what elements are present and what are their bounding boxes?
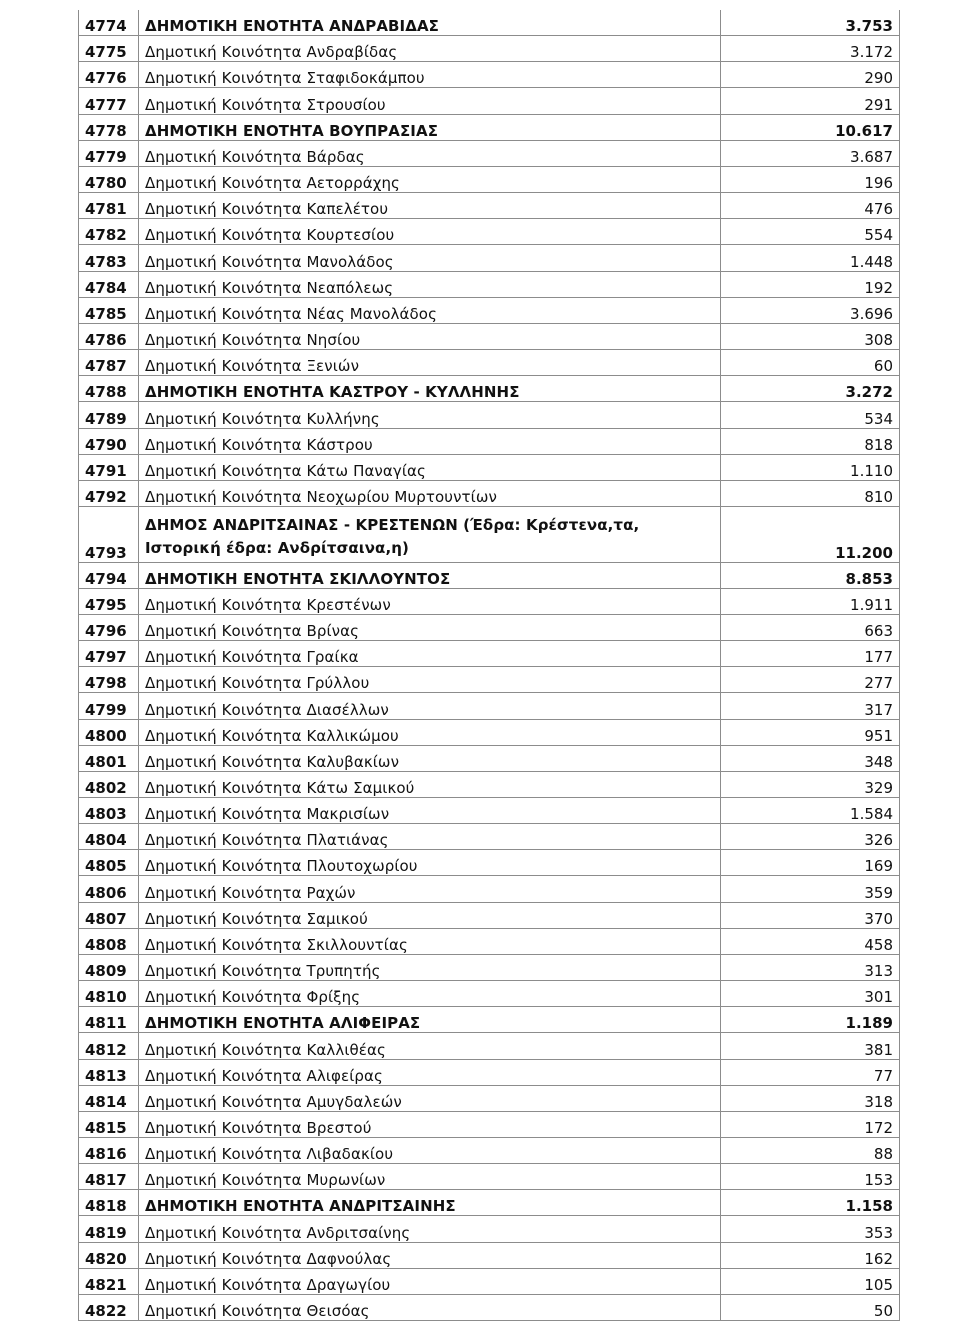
population-table <box>78 10 900 1321</box>
table-row-heading <box>79 1007 900 1033</box>
row-population-cell: 663 <box>721 614 900 640</box>
table-row <box>79 245 900 271</box>
row-id-cell: 4785 <box>79 297 139 323</box>
table-row <box>79 36 900 62</box>
row-id-cell: 4809 <box>79 954 139 980</box>
table-row <box>79 1268 900 1294</box>
row-population-cell: 951 <box>721 719 900 745</box>
row-name-cell: Δημοτική Κοινότητα Βρίνας <box>139 614 721 640</box>
row-population-cell: 3.272 <box>721 376 900 402</box>
row-id-cell: 4775 <box>79 36 139 62</box>
row-name-cell: Δημοτική Κοινότητα Πλουτοχωρίου <box>139 850 721 876</box>
row-population-cell: 3.687 <box>721 140 900 166</box>
row-population-cell: 105 <box>721 1268 900 1294</box>
row-name-cell: Δημοτική Κοινότητα Σκιλλουντίας <box>139 928 721 954</box>
row-id-cell: 4805 <box>79 850 139 876</box>
table-row <box>79 719 900 745</box>
row-population-cell: 1.158 <box>721 1190 900 1216</box>
row-id-cell: 4822 <box>79 1294 139 1320</box>
population-table-body <box>79 10 900 1321</box>
table-row <box>79 797 900 823</box>
row-id-cell: 4789 <box>79 402 139 428</box>
table-row-heading <box>79 114 900 140</box>
row-id-cell: 4806 <box>79 876 139 902</box>
row-id-cell: 4798 <box>79 667 139 693</box>
row-population-cell: 192 <box>721 271 900 297</box>
table-row <box>79 1294 900 1320</box>
row-name-cell: ΔΗΜΟΤΙΚΗ ΕΝΟΤΗΤΑ ΑΝΔΡΑΒΙΔΑΣ <box>139 10 721 36</box>
row-name-cell: Δημοτική Κοινότητα Στρουσίου <box>139 88 721 114</box>
row-name-cell: Δημοτική Κοινότητα Θεισόας <box>139 1294 721 1320</box>
table-row <box>79 323 900 349</box>
table-row <box>79 480 900 506</box>
row-name-cell: Δημοτική Κοινότητα Γραίκα <box>139 641 721 667</box>
row-population-cell: 1.911 <box>721 588 900 614</box>
row-id-cell: 4814 <box>79 1085 139 1111</box>
table-row <box>79 667 900 693</box>
row-id-cell: 4776 <box>79 62 139 88</box>
row-id-cell: 4810 <box>79 981 139 1007</box>
row-id-cell: 4784 <box>79 271 139 297</box>
row-population-cell: 458 <box>721 928 900 954</box>
row-population-cell: 153 <box>721 1164 900 1190</box>
row-name-cell: Δημοτική Κοινότητα Πλατιάνας <box>139 824 721 850</box>
row-id-cell: 4811 <box>79 1007 139 1033</box>
table-row-heading <box>79 10 900 36</box>
row-name-cell: Δημοτική Κοινότητα Ανδριτσαίνης <box>139 1216 721 1242</box>
row-id-cell: 4797 <box>79 641 139 667</box>
row-population-cell: 10.617 <box>721 114 900 140</box>
row-population-cell: 162 <box>721 1242 900 1268</box>
row-population-cell: 308 <box>721 323 900 349</box>
table-row <box>79 745 900 771</box>
row-id-cell: 4816 <box>79 1138 139 1164</box>
table-row <box>79 1111 900 1137</box>
table-row <box>79 954 900 980</box>
row-population-cell: 353 <box>721 1216 900 1242</box>
row-population-cell: 11.200 <box>721 506 900 562</box>
row-id-cell: 4815 <box>79 1111 139 1137</box>
row-population-cell: 3.753 <box>721 10 900 36</box>
table-row <box>79 1164 900 1190</box>
row-id-cell: 4821 <box>79 1268 139 1294</box>
row-population-cell: 359 <box>721 876 900 902</box>
row-id-cell: 4790 <box>79 428 139 454</box>
row-name-cell: Δημοτική Κοινότητα Κρεστένων <box>139 588 721 614</box>
row-population-cell: 77 <box>721 1059 900 1085</box>
row-name-cell: Δημοτική Κοινότητα Κυλλήνης <box>139 402 721 428</box>
table-row <box>79 219 900 245</box>
row-population-cell: 60 <box>721 350 900 376</box>
row-id-cell: 4817 <box>79 1164 139 1190</box>
row-population-cell: 1.448 <box>721 245 900 271</box>
row-name-cell: Δημοτική Κοινότητα Κάτω Σαμικού <box>139 771 721 797</box>
row-name-cell: Δημοτική Κοινότητα Διασέλλων <box>139 693 721 719</box>
row-id-cell: 4780 <box>79 166 139 192</box>
row-id-cell: 4794 <box>79 562 139 588</box>
row-population-cell: 554 <box>721 219 900 245</box>
row-name-cell: ΔΗΜΟΤΙΚΗ ΕΝΟΤΗΤΑ ΣΚΙΛΛΟΥΝΤΟΣ <box>139 562 721 588</box>
row-name-cell: Δημοτική Κοινότητα Κάτω Παναγίας <box>139 454 721 480</box>
table-row <box>79 614 900 640</box>
row-population-cell: 326 <box>721 824 900 850</box>
row-name-cell: ΔΗΜΟΤΙΚΗ ΕΝΟΤΗΤΑ ΚΑΣΤΡΟΥ - ΚΥΛΛΗΝΗΣ <box>139 376 721 402</box>
table-row <box>79 641 900 667</box>
row-population-cell: 313 <box>721 954 900 980</box>
row-id-cell: 4802 <box>79 771 139 797</box>
row-id-cell: 4795 <box>79 588 139 614</box>
row-name-cell: Δημοτική Κοινότητα Βρεστού <box>139 1111 721 1137</box>
row-name-cell: Δημοτική Κοινότητα Μακρισίων <box>139 797 721 823</box>
row-name-cell: Δημοτική Κοινότητα Νησίου <box>139 323 721 349</box>
row-id-cell: 4779 <box>79 140 139 166</box>
row-id-cell: 4807 <box>79 902 139 928</box>
row-id-cell: 4801 <box>79 745 139 771</box>
row-name-cell: Δημοτική Κοινότητα Φρίξης <box>139 981 721 1007</box>
row-id-cell: 4787 <box>79 350 139 376</box>
row-name-cell: Δημοτική Κοινότητα Λιβαδακίου <box>139 1138 721 1164</box>
row-name-cell: Δημοτική Κοινότητα Σταφιδοκάμπου <box>139 62 721 88</box>
row-population-cell: 329 <box>721 771 900 797</box>
row-population-cell: 88 <box>721 1138 900 1164</box>
table-row <box>79 850 900 876</box>
row-id-cell: 4799 <box>79 693 139 719</box>
row-population-cell: 177 <box>721 641 900 667</box>
row-name-cell: Δημοτική Κοινότητα Δαφνούλας <box>139 1242 721 1268</box>
row-population-cell: 1.584 <box>721 797 900 823</box>
row-name-cell: Δημοτική Κοινότητα Δραγωγίου <box>139 1268 721 1294</box>
row-population-cell: 1.110 <box>721 454 900 480</box>
row-population-cell: 810 <box>721 480 900 506</box>
table-row-heading <box>79 506 900 562</box>
row-id-cell: 4813 <box>79 1059 139 1085</box>
row-population-cell: 318 <box>721 1085 900 1111</box>
row-name-cell: Δημοτική Κοινότητα Αμυγδαλεών <box>139 1085 721 1111</box>
table-row <box>79 771 900 797</box>
row-id-cell: 4786 <box>79 323 139 349</box>
row-id-cell: 4774 <box>79 10 139 36</box>
row-name-cell: ΔΗΜΟΤΙΚΗ ΕΝΟΤΗΤΑ ΑΝΔΡΙΤΣΑΙΝΗΣ <box>139 1190 721 1216</box>
row-name-cell: Δημοτική Κοινότητα Καλυβακίων <box>139 745 721 771</box>
row-population-cell: 1.189 <box>721 1007 900 1033</box>
row-name-cell: Δημοτική Κοινότητα Κουρτεσίου <box>139 219 721 245</box>
table-row <box>79 402 900 428</box>
row-population-cell: 317 <box>721 693 900 719</box>
row-name-cell: Δημοτική Κοινότητα Ανδραβίδας <box>139 36 721 62</box>
row-name-cell: Δημοτική Κοινότητα Νεοχωρίου Μυρτουντίων <box>139 480 721 506</box>
table-row <box>79 1059 900 1085</box>
table-row <box>79 876 900 902</box>
row-id-cell: 4788 <box>79 376 139 402</box>
table-row <box>79 271 900 297</box>
row-id-cell: 4792 <box>79 480 139 506</box>
table-row <box>79 350 900 376</box>
row-population-cell: 476 <box>721 193 900 219</box>
row-name-cell: Δημοτική Κοινότητα Μυρωνίων <box>139 1164 721 1190</box>
row-id-cell: 4800 <box>79 719 139 745</box>
row-id-cell: 4819 <box>79 1216 139 1242</box>
table-row <box>79 928 900 954</box>
table-row <box>79 1242 900 1268</box>
row-population-cell: 381 <box>721 1033 900 1059</box>
row-name-cell: Δημοτική Κοινότητα Καλλιθέας <box>139 1033 721 1059</box>
row-population-cell: 3.172 <box>721 36 900 62</box>
row-population-cell: 301 <box>721 981 900 1007</box>
row-id-cell: 4812 <box>79 1033 139 1059</box>
row-name-cell: ΔΗΜΟΣ ΑΝΔΡΙΤΣΑΙΝΑΣ - ΚΡΕΣΤΕΝΩΝ (Έδρα: Κρέστενα,τα, Ιστορική έδρα: Ανδρίτσαινα,η) <box>139 506 721 562</box>
row-population-cell: 196 <box>721 166 900 192</box>
row-name-cell: Δημοτική Κοινότητα Καπελέτου <box>139 193 721 219</box>
table-row <box>79 1138 900 1164</box>
row-name-cell: ΔΗΜΟΤΙΚΗ ΕΝΟΤΗΤΑ ΑΛΙΦΕΙΡΑΣ <box>139 1007 721 1033</box>
row-name-cell: Δημοτική Κοινότητα Αλιφείρας <box>139 1059 721 1085</box>
row-name-cell: Δημοτική Κοινότητα Τρυπητής <box>139 954 721 980</box>
row-name-cell: ΔΗΜΟΤΙΚΗ ΕΝΟΤΗΤΑ ΒΟΥΠΡΑΣΙΑΣ <box>139 114 721 140</box>
table-row <box>79 824 900 850</box>
row-name-cell: Δημοτική Κοινότητα Γρύλλου <box>139 667 721 693</box>
table-row <box>79 1085 900 1111</box>
table-row <box>79 166 900 192</box>
table-row <box>79 1216 900 1242</box>
row-id-cell: 4803 <box>79 797 139 823</box>
row-population-cell: 291 <box>721 88 900 114</box>
row-id-cell: 4781 <box>79 193 139 219</box>
row-population-cell: 3.696 <box>721 297 900 323</box>
row-id-cell: 4782 <box>79 219 139 245</box>
row-name-cell: Δημοτική Κοινότητα Καλλικώμου <box>139 719 721 745</box>
row-id-cell: 4778 <box>79 114 139 140</box>
table-row-heading <box>79 376 900 402</box>
row-id-cell: 4791 <box>79 454 139 480</box>
row-id-cell: 4796 <box>79 614 139 640</box>
table-row <box>79 902 900 928</box>
row-id-cell: 4777 <box>79 88 139 114</box>
table-row <box>79 588 900 614</box>
row-population-cell: 50 <box>721 1294 900 1320</box>
row-name-cell: Δημοτική Κοινότητα Βάρδας <box>139 140 721 166</box>
table-row <box>79 88 900 114</box>
row-population-cell: 172 <box>721 1111 900 1137</box>
row-name-cell: Δημοτική Κοινότητα Νεαπόλεως <box>139 271 721 297</box>
row-population-cell: 290 <box>721 62 900 88</box>
table-row <box>79 454 900 480</box>
row-id-cell: 4808 <box>79 928 139 954</box>
row-name-cell: Δημοτική Κοινότητα Νέας Μανολάδος <box>139 297 721 323</box>
row-id-cell: 4820 <box>79 1242 139 1268</box>
row-id-cell: 4804 <box>79 824 139 850</box>
row-name-cell: Δημοτική Κοινότητα Ξενιών <box>139 350 721 376</box>
table-row <box>79 193 900 219</box>
row-id-cell: 4793 <box>79 506 139 562</box>
row-name-cell: Δημοτική Κοινότητα Κάστρου <box>139 428 721 454</box>
table-row <box>79 693 900 719</box>
table-row <box>79 428 900 454</box>
row-id-cell: 4783 <box>79 245 139 271</box>
table-row <box>79 140 900 166</box>
row-population-cell: 348 <box>721 745 900 771</box>
row-name-cell: Δημοτική Κοινότητα Αετορράχης <box>139 166 721 192</box>
row-name-cell: Δημοτική Κοινότητα Σαμικού <box>139 902 721 928</box>
row-name-cell: Δημοτική Κοινότητα Μανολάδος <box>139 245 721 271</box>
row-population-cell: 370 <box>721 902 900 928</box>
row-population-cell: 818 <box>721 428 900 454</box>
table-row <box>79 297 900 323</box>
row-population-cell: 534 <box>721 402 900 428</box>
row-population-cell: 169 <box>721 850 900 876</box>
table-row-heading <box>79 562 900 588</box>
row-id-cell: 4818 <box>79 1190 139 1216</box>
row-population-cell: 8.853 <box>721 562 900 588</box>
table-row <box>79 62 900 88</box>
table-row <box>79 1033 900 1059</box>
table-row-heading <box>79 1190 900 1216</box>
row-population-cell: 277 <box>721 667 900 693</box>
table-row <box>79 981 900 1007</box>
row-name-cell: Δημοτική Κοινότητα Ραχών <box>139 876 721 902</box>
